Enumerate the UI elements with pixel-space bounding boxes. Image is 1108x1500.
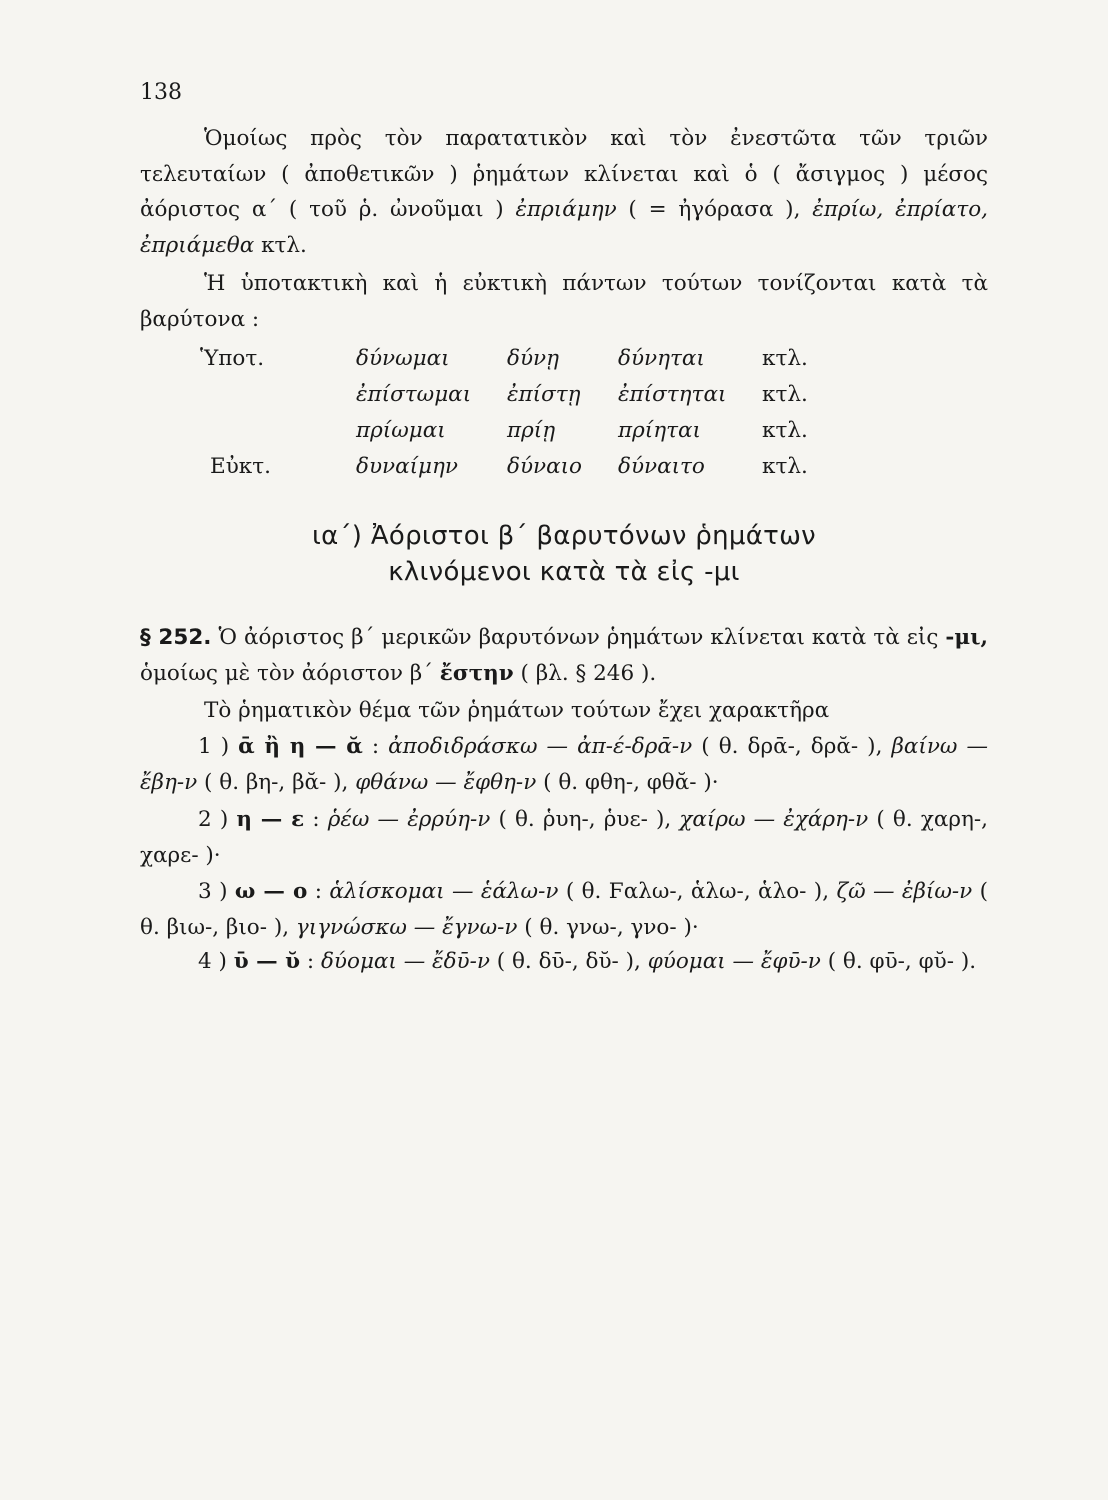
- paradigm-cell: ἐπίστηται: [618, 382, 727, 407]
- paradigm-cell: δύνῃ: [507, 346, 559, 371]
- paradigm-cell: πρίῃ: [507, 418, 556, 443]
- stem-character: ω — ο: [234, 879, 308, 904]
- stem-character: ᾱ ἢ η — ᾰ: [238, 734, 363, 759]
- text-run: :: [362, 734, 389, 759]
- item-number: 2 ): [198, 807, 229, 832]
- mood-label-subjunctive: Ὑποτ.: [200, 346, 265, 371]
- text-run: ὁμοίως μὲ τὸν ἀόριστον β΄: [140, 660, 440, 686]
- verb-forms: φθάνω — ἔφθη-ν: [355, 769, 537, 795]
- list-item: [140, 944, 988, 980]
- verb-forms: χαίρω — ἐχάρη-ν: [679, 807, 869, 832]
- paragraph-accent-rule: [140, 266, 988, 337]
- paradigm-cell: δύναιτο: [618, 454, 705, 479]
- list-item: [140, 729, 988, 800]
- item-number: 1 ): [198, 734, 230, 759]
- text-run: Ὁ ἀόριστος β΄ μερικῶν βαρυτόνων ῥημάτων κλίνεται κατὰ τὰ εἰς: [211, 625, 946, 650]
- paradigm-cell: πρίηται: [618, 418, 701, 443]
- verb-forms: γιγνώσκω — ἔγνω-ν: [295, 914, 518, 940]
- text-run: ( θ. βιω-, βιο- ),: [140, 879, 988, 940]
- paragraph-stem-character: [140, 693, 988, 729]
- text-run: ( θ. φῡ-, φῠ- ).: [820, 949, 977, 974]
- list-item: [140, 802, 988, 873]
- text-run: ( θ. βη-, βᾰ- ),: [197, 769, 356, 795]
- text-run: ( βλ. § 246 ).: [513, 660, 657, 686]
- paragraph-middle-aorist: [140, 121, 988, 263]
- text-run: Ἡ ὑποτακτικὴ καὶ ἡ εὐκτικὴ πάντων τούτων τονίζονται κατὰ τὰ βαρύτονα :: [140, 271, 988, 332]
- text-run: ( θ. χαρη-, χαρε- )·: [140, 807, 988, 868]
- verb-forms: ἁλίσκομαι — ἑάλω-ν: [329, 879, 559, 904]
- text-run: Ὁμοίως πρὸς τὸν παρατατικὸν καὶ τὸν ἐνεστῶτα τῶν τριῶν τελευταίων ( ἀποθετικῶν ) ῥημάτων κλίνεται καὶ ὁ ( ἄσιγμος ) μέσος ἀόριστος α΄ ( τοῦ ῥ. ὠνοῦμαι ): [140, 126, 988, 222]
- mood-label-optative: Εὐκτ.: [210, 454, 271, 479]
- text-run: :: [304, 807, 328, 832]
- stem-character: η — ε: [236, 807, 305, 832]
- paradigm-cell: δυναίμην: [356, 454, 458, 479]
- verb-forms: δύομαι — ἔδῡ-ν: [320, 949, 490, 974]
- stem-character: ῡ — ῠ: [233, 949, 301, 974]
- text-run: ( = ἠγόρασα ),: [616, 197, 813, 222]
- heading-line: ια΄) Ἀόριστοι β΄ βαρυτόνων ῥημάτων: [311, 521, 817, 551]
- bold-run: ἔστην: [439, 660, 514, 686]
- paradigm-cell: κτλ.: [762, 418, 808, 443]
- text-run: :: [307, 879, 330, 904]
- verb-forms: ῥέω — ἐρρύη-ν: [327, 807, 491, 832]
- paradigm-cell: πρίωμαι: [356, 418, 446, 443]
- text-run: ( θ. δρᾱ-, δρᾰ- ),: [692, 734, 892, 759]
- text-run: ( θ. Ϝαλω-, ἁλω-, ἁλο- ),: [558, 879, 837, 904]
- paradigm-cell: δύνηται: [618, 346, 705, 371]
- text-run: ( θ. φθη-, φθᾰ- )·: [536, 769, 719, 795]
- text-run: :: [300, 949, 321, 974]
- section-heading: [140, 518, 988, 590]
- heading-line: κλινόμενοι κατὰ τὰ εἰς -μι: [388, 557, 740, 587]
- paradigm-cell: κτλ.: [762, 346, 808, 371]
- paradigm-cell: δύναιο: [507, 454, 582, 479]
- item-number: 3 ): [198, 879, 228, 904]
- text-run: ( θ. ῥυη-, ῥυε- ),: [490, 807, 680, 832]
- section-number: § 252.: [140, 625, 212, 650]
- italic-run: ἐπρίω, ἐπρίατο, ἐπριάμεθα: [140, 197, 988, 258]
- list-item: [140, 874, 988, 945]
- paradigm-cell: ἐπίστωμαι: [356, 382, 472, 407]
- bold-run: -μι,: [945, 625, 988, 650]
- paradigm-cell: δύνωμαι: [356, 346, 450, 371]
- text-run: ( θ. γνω-, γνο- )·: [517, 914, 699, 940]
- verb-forms: βαίνω — ἔβη-ν: [140, 734, 988, 795]
- italic-run: ἐπριάμην: [515, 197, 617, 222]
- text-run: κτλ.: [254, 232, 307, 258]
- verb-forms: ἀποδιδράσκω — ἀπ-έ-δρᾱ-ν: [388, 734, 693, 759]
- text-run: Τὸ ῥηματικὸν θέμα τῶν ῥημάτων τούτων ἔχει χαρακτῆρα: [204, 698, 830, 723]
- item-number: 4 ): [198, 949, 227, 974]
- page-number: 138: [140, 80, 182, 105]
- section-252-paragraph: [140, 620, 988, 691]
- paradigm-cell: ἐπίστῃ: [507, 382, 581, 407]
- paradigm-cell: κτλ.: [762, 454, 808, 479]
- verb-forms: φύομαι — ἔφῡ-ν: [647, 949, 821, 974]
- verb-forms: ζῶ — ἐβίω-ν: [836, 879, 973, 904]
- text-run: ( θ. δῡ-, δῠ- ),: [489, 949, 648, 974]
- paradigm-cell: κτλ.: [762, 382, 808, 407]
